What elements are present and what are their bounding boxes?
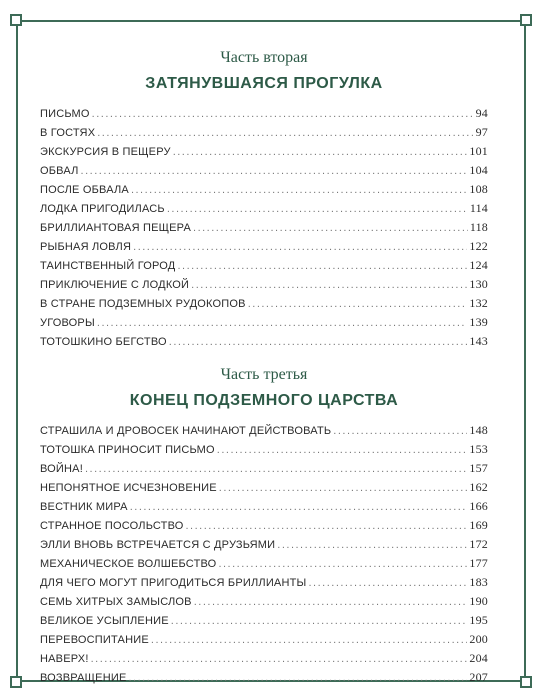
chapter-title: ВОЙНА! bbox=[40, 463, 83, 475]
dot-leader bbox=[277, 536, 467, 555]
page-number: 148 bbox=[469, 423, 488, 437]
chapter-title: НАВЕРХ! bbox=[40, 653, 89, 665]
page-number: 190 bbox=[469, 594, 488, 608]
page-number: 114 bbox=[469, 201, 488, 215]
part-two-label: Часть вторая bbox=[220, 49, 308, 66]
chapter-title: ПОСЛЕ ОБВАЛА bbox=[40, 184, 129, 196]
toc-entry[interactable] bbox=[40, 478, 488, 497]
part-two-chapter-list bbox=[40, 104, 488, 351]
chapter-title: ТОТОШКИНО БЕГСТВО bbox=[40, 336, 167, 348]
table-of-contents bbox=[40, 48, 488, 687]
page-number: 195 bbox=[469, 613, 488, 627]
page-number: 177 bbox=[469, 556, 488, 570]
chapter-title: ВЕСТНИК МИРА bbox=[40, 501, 128, 513]
dot-leader bbox=[131, 181, 467, 200]
dot-leader bbox=[191, 276, 467, 295]
page-number: 200 bbox=[469, 632, 488, 646]
toc-entry[interactable] bbox=[40, 630, 488, 649]
border-corner-ornament bbox=[520, 14, 532, 26]
page-number: 183 bbox=[469, 575, 488, 589]
toc-entry[interactable] bbox=[40, 199, 488, 218]
toc-entry[interactable] bbox=[40, 180, 488, 199]
chapter-title: ЭЛЛИ ВНОВЬ ВСТРЕЧАЕТСЯ С ДРУЗЬЯМИ bbox=[40, 539, 276, 551]
toc-entry[interactable] bbox=[40, 516, 488, 535]
page-number: 101 bbox=[469, 144, 488, 158]
page-number: 130 bbox=[469, 277, 488, 291]
page-number: 169 bbox=[469, 518, 488, 532]
chapter-title: ДЛЯ ЧЕГО МОГУТ ПРИГОДИТЬСЯ БРИЛЛИАНТЫ bbox=[40, 577, 307, 589]
toc-entry[interactable] bbox=[40, 573, 488, 592]
part-three-section bbox=[40, 365, 488, 687]
toc-entry[interactable] bbox=[40, 237, 488, 256]
dot-leader bbox=[248, 295, 468, 314]
dot-leader bbox=[91, 650, 468, 669]
toc-entry[interactable] bbox=[40, 611, 488, 630]
chapter-title: СТРАННОЕ ПОСОЛЬСТВО bbox=[40, 520, 184, 532]
dot-leader bbox=[173, 143, 468, 162]
toc-entry[interactable] bbox=[40, 332, 488, 351]
page-number: 162 bbox=[469, 480, 488, 494]
toc-entry[interactable] bbox=[40, 592, 488, 611]
chapter-title: ТОТОШКА ПРИНОСИТ ПИСЬМО bbox=[40, 444, 215, 456]
toc-entry[interactable] bbox=[40, 668, 488, 687]
chapter-title: ЛОДКА ПРИГОДИЛАСЬ bbox=[40, 203, 165, 215]
toc-entry[interactable] bbox=[40, 649, 488, 668]
dot-leader bbox=[128, 669, 467, 688]
chapter-title: ОБВАЛ bbox=[40, 165, 79, 177]
page-number: 172 bbox=[469, 537, 488, 551]
dot-leader bbox=[218, 555, 467, 574]
toc-entry[interactable] bbox=[40, 104, 488, 123]
chapter-title: В СТРАНЕ ПОДЗЕМНЫХ РУДОКОПОВ bbox=[40, 298, 246, 310]
page-number: 153 bbox=[469, 442, 488, 456]
border-corner-ornament bbox=[520, 676, 532, 688]
page-number: 204 bbox=[469, 651, 488, 665]
dot-leader bbox=[85, 460, 467, 479]
chapter-title: ВЕЛИКОЕ УСЫПЛЕНИЕ bbox=[40, 615, 169, 627]
page-number: 124 bbox=[469, 258, 488, 272]
page-number: 139 bbox=[469, 315, 488, 329]
dot-leader bbox=[169, 333, 468, 352]
chapter-title: ПИСЬМО bbox=[40, 108, 90, 120]
dot-leader bbox=[92, 105, 474, 124]
page-number: 94 bbox=[475, 106, 488, 120]
toc-entry[interactable] bbox=[40, 161, 488, 180]
dot-leader bbox=[130, 498, 468, 517]
toc-entry[interactable] bbox=[40, 123, 488, 142]
toc-entry[interactable] bbox=[40, 218, 488, 237]
chapter-title: МЕХАНИЧЕСКОЕ ВОЛШЕБСТВО bbox=[40, 558, 217, 570]
border-corner-ornament bbox=[10, 14, 22, 26]
toc-entry[interactable] bbox=[40, 294, 488, 313]
page-number: 108 bbox=[469, 182, 488, 196]
toc-entry[interactable] bbox=[40, 256, 488, 275]
chapter-title: ЭКСКУРСИЯ В ПЕЩЕРУ bbox=[40, 146, 171, 158]
page-number: 97 bbox=[475, 125, 488, 139]
chapter-title: СТРАШИЛА И ДРОВОСЕК НАЧИНАЮТ ДЕЙСТВОВАТЬ bbox=[40, 425, 332, 437]
page-number: 122 bbox=[469, 239, 488, 253]
dot-leader bbox=[308, 574, 467, 593]
chapter-title: НЕПОНЯТНОЕ ИСЧЕЗНОВЕНИЕ bbox=[40, 482, 217, 494]
chapter-title: ТАИНСТВЕННЫЙ ГОРОД bbox=[40, 260, 176, 272]
chapter-title: УГОВОРЫ bbox=[40, 317, 95, 329]
dot-leader bbox=[167, 200, 468, 219]
dot-leader bbox=[219, 479, 468, 498]
chapter-title: РЫБНАЯ ЛОВЛЯ bbox=[40, 241, 132, 253]
dot-leader bbox=[194, 593, 468, 612]
part-two-section bbox=[40, 48, 488, 351]
chapter-title: СЕМЬ ХИТРЫХ ЗАМЫСЛОВ bbox=[40, 596, 192, 608]
page-number: 166 bbox=[469, 499, 488, 513]
dot-leader bbox=[333, 422, 467, 441]
dot-leader bbox=[97, 314, 468, 333]
part-three-title: КОНЕЦ ПОДЗЕМНОГО ЦАРСТВА bbox=[129, 392, 399, 409]
page-number: 104 bbox=[469, 163, 488, 177]
dot-leader bbox=[193, 219, 468, 238]
toc-entry[interactable] bbox=[40, 421, 488, 440]
dot-leader bbox=[217, 441, 468, 460]
toc-entry[interactable] bbox=[40, 142, 488, 161]
chapter-title: В ГОСТЯХ bbox=[40, 127, 96, 139]
dot-leader bbox=[186, 517, 468, 536]
part-three-label: Часть третья bbox=[220, 366, 308, 383]
toc-entry[interactable] bbox=[40, 440, 488, 459]
toc-entry[interactable] bbox=[40, 497, 488, 516]
page-number: 118 bbox=[469, 220, 488, 234]
page-number: 132 bbox=[469, 296, 488, 310]
chapter-title: ПЕРЕВОСПИТАНИЕ bbox=[40, 634, 149, 646]
dot-leader bbox=[97, 124, 473, 143]
chapter-title: ПРИКЛЮЧЕНИЕ С ЛОДКОЙ bbox=[40, 279, 190, 291]
page-number: 157 bbox=[469, 461, 488, 475]
chapter-title: ВОЗВРАЩЕНИЕ bbox=[40, 672, 127, 684]
dot-leader bbox=[151, 631, 468, 650]
border-corner-ornament bbox=[10, 676, 22, 688]
toc-entry[interactable] bbox=[40, 535, 488, 554]
toc-entry[interactable] bbox=[40, 459, 488, 478]
chapter-title: БРИЛЛИАНТОВАЯ ПЕЩЕРА bbox=[40, 222, 192, 234]
part-two-title: ЗАТЯНУВШАЯСЯ ПРОГУЛКА bbox=[145, 75, 383, 92]
toc-entry[interactable] bbox=[40, 554, 488, 573]
dot-leader bbox=[81, 162, 468, 181]
page-number: 207 bbox=[469, 670, 488, 684]
page-number: 143 bbox=[469, 334, 488, 348]
dot-leader bbox=[133, 238, 467, 257]
toc-entry[interactable] bbox=[40, 313, 488, 332]
dot-leader bbox=[177, 257, 467, 276]
toc-entry[interactable] bbox=[40, 275, 488, 294]
part-three-chapter-list bbox=[40, 421, 488, 687]
dot-leader bbox=[171, 612, 468, 631]
